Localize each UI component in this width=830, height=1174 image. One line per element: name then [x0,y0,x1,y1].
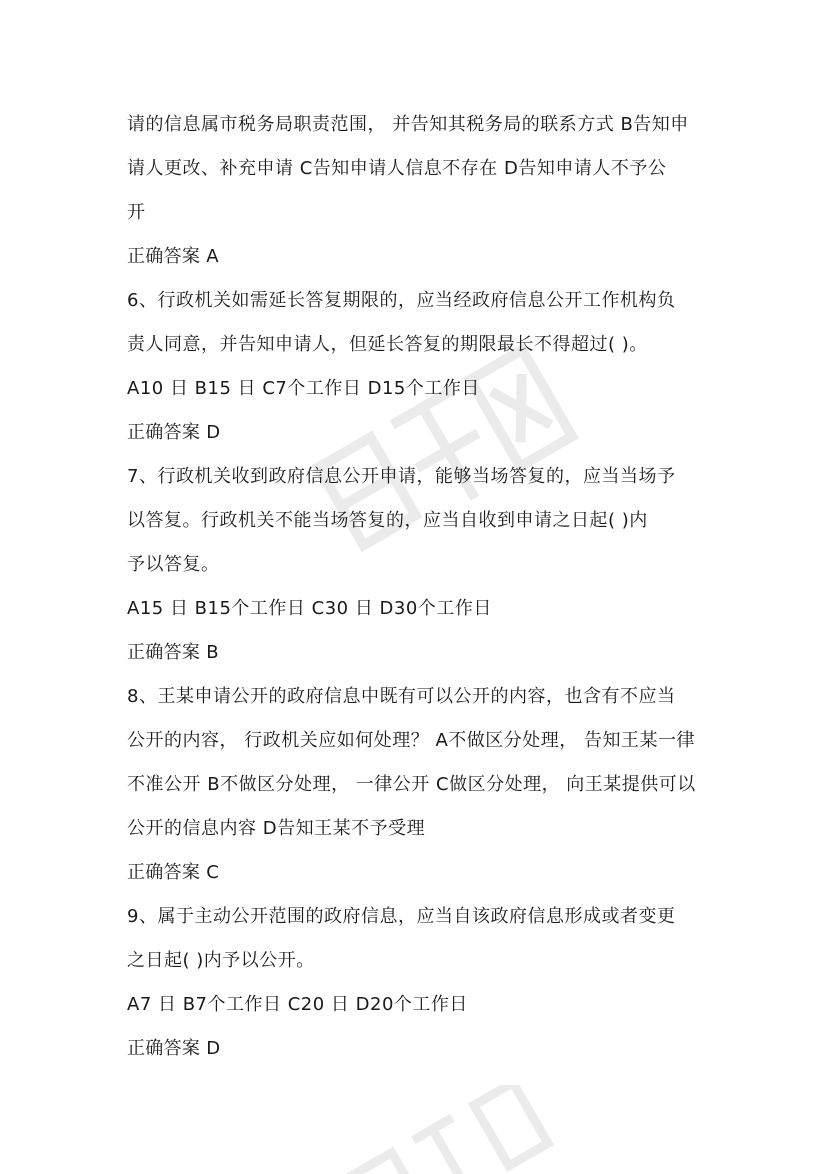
options-line: A15 日 B15个工作日 C30 日 D30个工作日 [127,598,492,619]
correct-answer: 正确答案 A [127,246,219,267]
options-line: A7 日 B7个工作日 C20 日 D20个工作日 [127,994,468,1015]
text-line: 以答复。行政机关不能当场答复的，应当自收到申请之日起( )内 [127,510,648,531]
text-line: 公开的内容， 行政机关应如何处理？ A不做区分处理， 告知王某一律 [127,730,695,751]
question-text-body [127,103,727,1071]
correct-answer: 正确答案 B [127,642,219,663]
text-line: 予以答复。 [127,554,220,575]
question-7: 7、行政机关收到政府信息公开申请，能够当场答复的，应当当场予 [127,466,676,487]
correct-answer: 正确答案 D [127,422,221,443]
text-line: 请的信息属市税务局职责范围， 并告知其税务局的联系方式 B告知申 [127,114,689,135]
question-9: 9、属于主动公开范围的政府信息，应当自该政府信息形成或者变更 [127,906,676,927]
correct-answer: 正确答案 D [127,1038,221,1059]
text-line: 不准公开 B不做区分处理， 一律公开 C做区分处理， 向王某提供可以 [127,774,696,795]
text-line: 公开的信息内容 D告知王某不予受理 [127,818,426,839]
watermark-logo-bottom [330,1085,560,1174]
text-line: 责人同意，并告知申请人，但延长答复的期限最长不得超过( )。 [127,334,648,355]
question-8: 8、王某申请公开的政府信息中既有可以公开的内容，也含有不应当 [127,686,676,707]
text-line: 开 [127,202,146,223]
text-line: 之日起( )内予以公开。 [127,950,315,971]
correct-answer: 正确答案 C [127,862,220,883]
text-line: 请人更改、补充申请 C告知申请人信息不存在 D告知申请人不予公 [127,158,667,179]
question-6: 6、行政机关如需延长答复期限的，应当经政府信息公开工作机构负 [127,290,676,311]
options-line: A10 日 B15 日 C7个工作日 D15个工作日 [127,378,480,399]
